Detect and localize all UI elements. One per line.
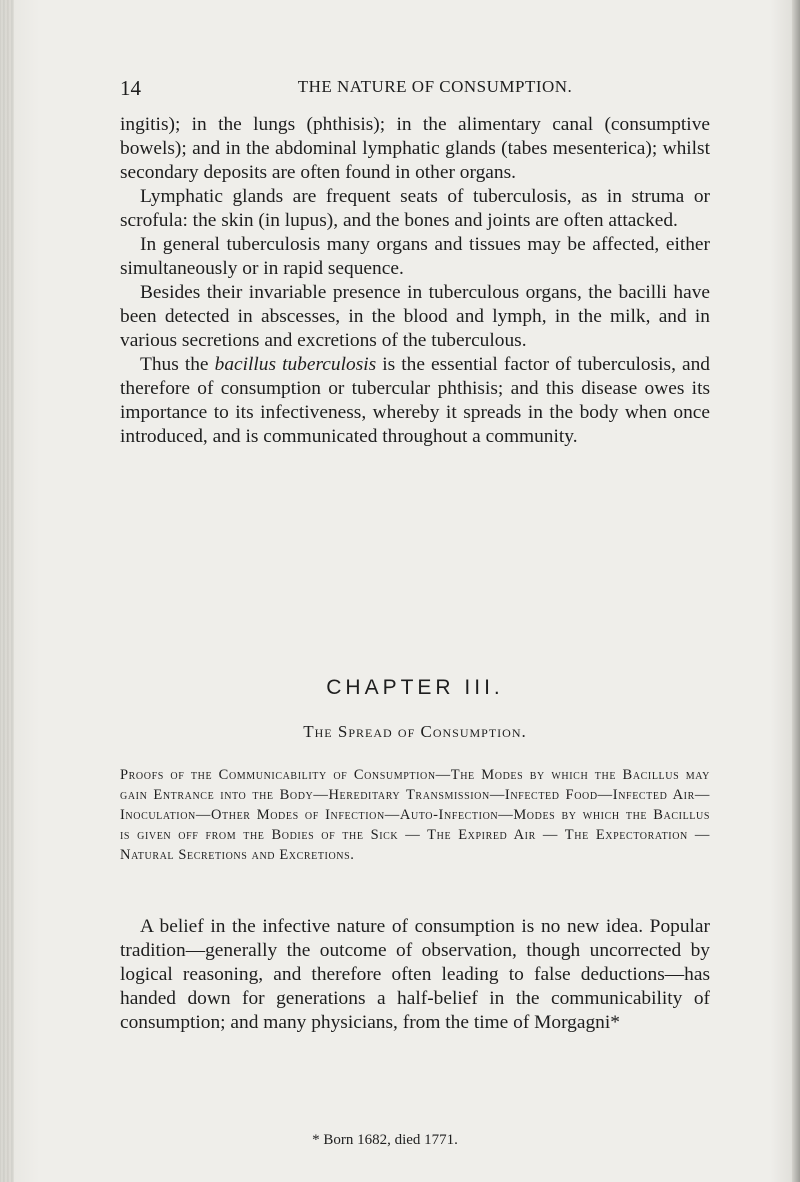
synopsis-text: Proofs of the Communicability of Consumption—The Modes by which the Bacillus may gain Entrance into the Body—Hereditary Transmission—Infected Food—Infected Air—Inoculation—Other Modes of Infection—Auto-Infection—Modes by which the Bacillus is given off from the Bodies of the Sick — The Expired Air — The Expectoration — Natural Secretions and Excretions. [120,767,710,863]
body-text-section-1 [120,113,710,449]
chapter-heading: CHAPTER III. [326,676,504,699]
paragraph-text: is the essential factor of tuberculosis, and therefore of consumption or tubercular phthisis; and this disease owes its importance to its infectiveness, whereby it spreads in the body when once introduced, and is communicated throughout a community. [120,354,711,447]
book-spine-shadow [0,0,14,1182]
paragraph: A belief in the infective nature of consumption is no new idea. Popular tradition—generally the outcome of observation, though uncorrected by logical reasoning, and therefore often leading to false deductions—has handed down for generations a half-belief in the communicability of consumption; and many physicians, from the time of Morgagni* [120,916,710,1033]
body-text-section-2 [120,915,710,1035]
italic-term: bacillus tuberculosis [214,354,377,375]
paragraph [120,353,710,449]
page-header [120,76,710,100]
paragraph-text: Thus the [140,354,215,375]
paragraph: Lymphatic glands are frequent seats of tuberculosis, as in struma or scrofula: the skin (in lupus), and the bones and joints are often attacked. [120,186,710,231]
chapter-title: The Spread of Consumption. [303,722,527,741]
page-edge [792,0,800,1182]
paragraph: Besides their invariable presence in tuberculous organs, the bacilli have been detected in abscesses, in the blood and lymph, in the milk, and in various secretions and excretions of the tuberculous. [120,282,710,351]
chapter-synopsis [120,765,710,865]
running-title: THE NATURE OF CONSUMPTION. [297,77,573,96]
footnote: * Born 1682, died 1771. [312,1132,458,1148]
paragraph: In general tuberculosis many organs and tissues may be affected, either simultaneously or in rapid sequence. [120,234,710,279]
paragraph: ingitis); in the lungs (phthisis); in the alimentary canal (consumptive bowels); and in the abdominal lymphatic glands (tabes mesenterica); whilst secondary deposits are often found in other organs. [120,114,710,183]
page-number: 14 [120,76,141,100]
